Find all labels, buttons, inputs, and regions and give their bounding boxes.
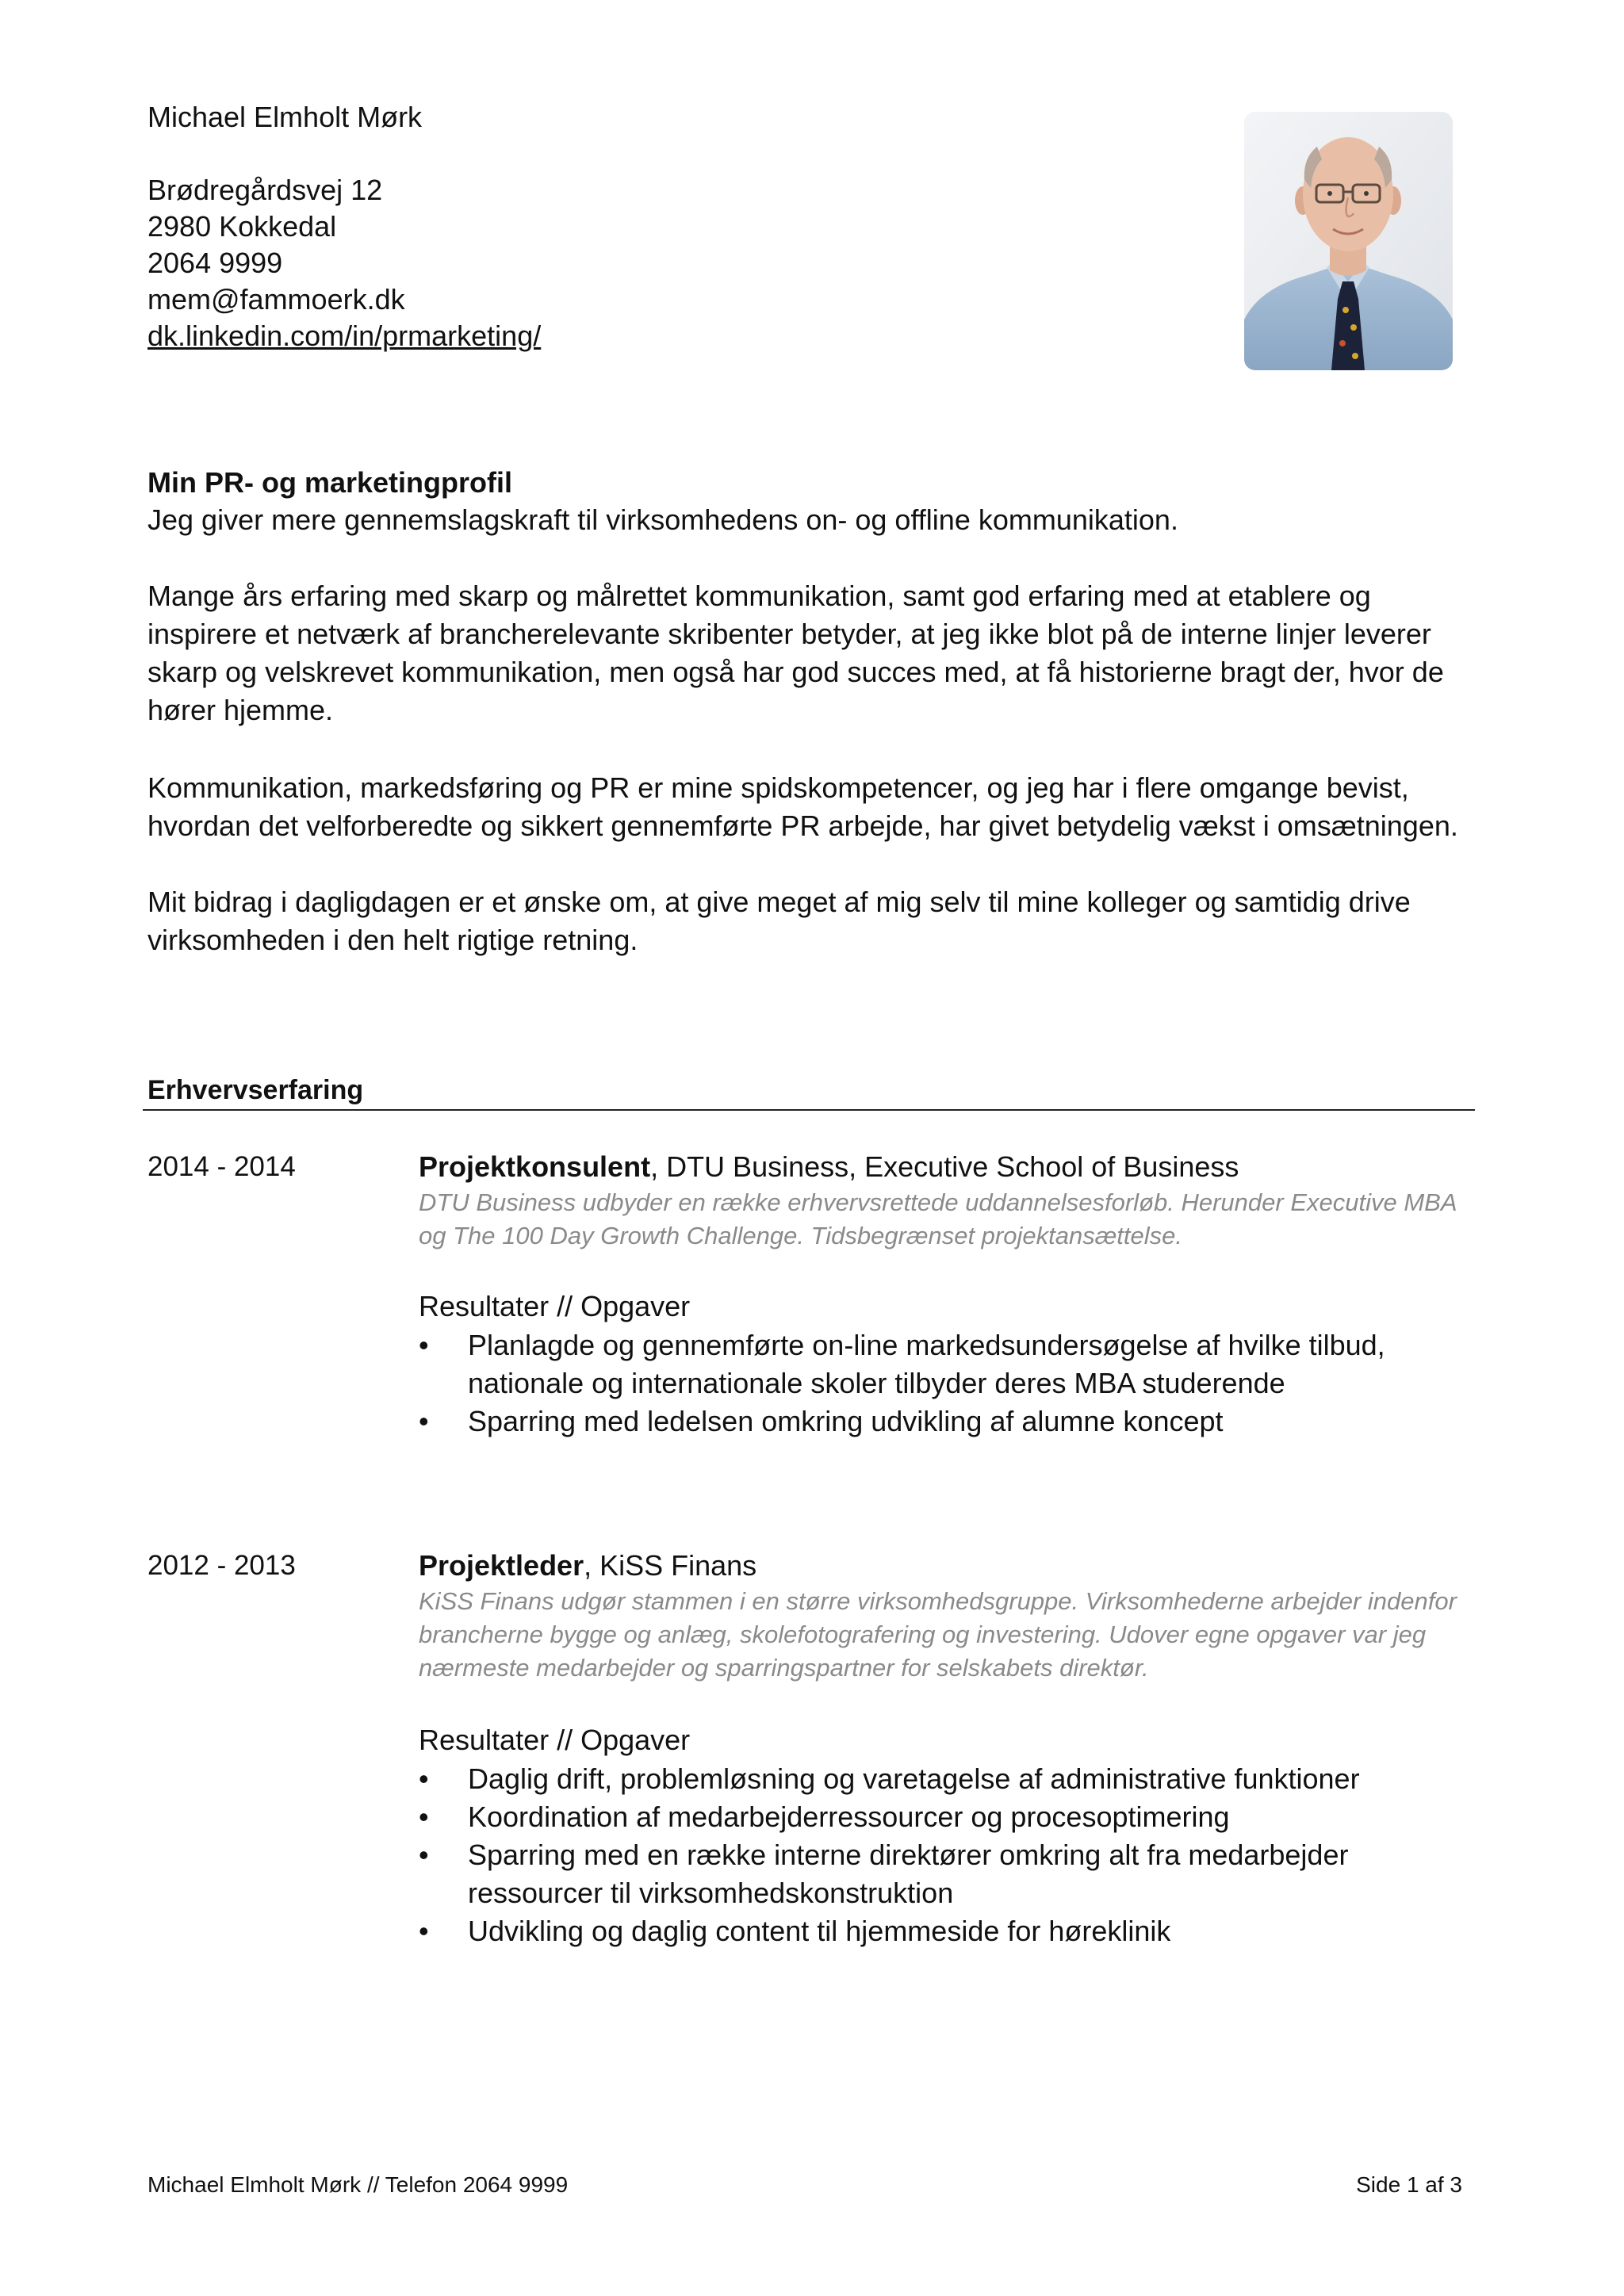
results-label: Resultater // Opgaver: [419, 1724, 691, 1756]
bullet-icon: •: [419, 1329, 429, 1361]
contact-phone: 2064 9999: [147, 247, 283, 279]
bullet-icon: •: [419, 1762, 429, 1795]
bullet-icon: •: [419, 1405, 429, 1437]
contact-email[interactable]: mem@fammoerk.dk: [147, 283, 405, 316]
job-title: [419, 1149, 1239, 1185]
task-text: Sparring med en række interne direktører omkring alt fra medarbejder ressourcer til virksomhedskonstruktion: [468, 1839, 1349, 1909]
page-number: Side 1 af 3: [1356, 2172, 1462, 2197]
bullet-icon: •: [419, 1839, 429, 1871]
results-label: Resultater // Opgaver: [419, 1290, 691, 1322]
job-dates: 2014 - 2014: [147, 1151, 296, 1182]
contact-street: Brødregårdsvej 12: [147, 174, 383, 206]
profile-photo: [1244, 112, 1453, 370]
task-text: Planlagde og gennemførte on-line markedsundersøgelse af hvilke tilbud, nationale og internationale skoler tilbyder deres MBA studerende: [468, 1329, 1385, 1399]
list-item: [419, 1402, 1473, 1441]
job-role: Projektleder: [419, 1549, 584, 1582]
portrait-illustration: [1244, 112, 1453, 370]
job-employer: , KiSS Finans: [584, 1549, 757, 1582]
profile-paragraph: Mit bidrag i dagligdagen er et ønske om, at give meget af mig selv til mine kolleger og samtidig drive virksomheden i den helt rigtige retning.: [147, 886, 1411, 956]
bullet-icon: •: [419, 1915, 429, 1947]
task-list: [419, 1326, 1473, 1441]
profile-paragraph: Mange års erfaring med skarp og målrettet kommunikation, samt god erfaring med at etablere og inspirere et netværk af brancherelevante skribenter betyder, at jeg ikke blot på de interne linjer leverer skarp og velskrevet kommunikation, men også har god succes med, at få historierne bragt der, hvor de hører hjemme.: [147, 580, 1444, 726]
task-text: Koordination af medarbejderressourcer og procesoptimering: [468, 1800, 1230, 1833]
contact-address: [147, 172, 541, 354]
job-title: [419, 1548, 756, 1584]
list-item: [419, 1912, 1473, 1950]
profile-tagline: Jeg giver mere gennemslagskraft til virksomhedens on- og offline kommunikation.: [147, 503, 1178, 536]
job-description: DTU Business udbyder en række erhvervsrettede uddannelsesforløb. Herunder Executive MBA og The 100 Day Growth Challenge. Tidsbegrænset projektansættelse.: [419, 1188, 1457, 1249]
contact-city: 2980 Kokkedal: [147, 210, 337, 243]
list-item: [419, 1760, 1473, 1798]
list-item: [419, 1798, 1473, 1836]
job-employer: , DTU Business, Executive School of Business: [650, 1150, 1239, 1183]
task-list: [419, 1760, 1473, 1950]
profile-heading: Min PR- og marketingprofil: [147, 466, 513, 499]
task-text: Sparring med ledelsen omkring udvikling af alumne koncept: [468, 1405, 1224, 1437]
bullet-icon: •: [419, 1800, 429, 1833]
profile-paragraph: Kommunikation, markedsføring og PR er mine spidskompetencer, og jeg har i flere omgange bevist, hvordan det velforberedte og sikkert gennemførte PR arbejde, har givet betydelig vækst i omsætningen.: [147, 771, 1458, 842]
footer-contact: Michael Elmholt Mørk // Telefon 2064 9999: [147, 2172, 569, 2197]
contact-name: Michael Elmholt Mørk: [147, 101, 423, 133]
list-item: [419, 1326, 1473, 1402]
job-dates: 2012 - 2013: [147, 1550, 296, 1581]
experience-heading: Erhvervserfaring: [147, 1075, 364, 1105]
job-description: KiSS Finans udgør stammen i en større virksomhedsgruppe. Virksomhederne arbejder indenfor brancherne bygge og anlæg, skolefotografering og investering. Udover egne opgaver var jeg nærmeste medarbejder og sparringspartner for selskabets direktør.: [419, 1587, 1457, 1682]
job-role: Projektkonsulent: [419, 1150, 651, 1183]
linkedin-link[interactable]: dk.linkedin.com/in/prmarketing/: [147, 320, 542, 352]
section-divider: [143, 1109, 1475, 1111]
list-item: [419, 1836, 1473, 1912]
task-text: Daglig drift, problemløsning og varetagelse af administrative funktioner: [468, 1762, 1360, 1795]
task-text: Udvikling og daglig content til hjemmeside for høreklinik: [468, 1915, 1171, 1947]
